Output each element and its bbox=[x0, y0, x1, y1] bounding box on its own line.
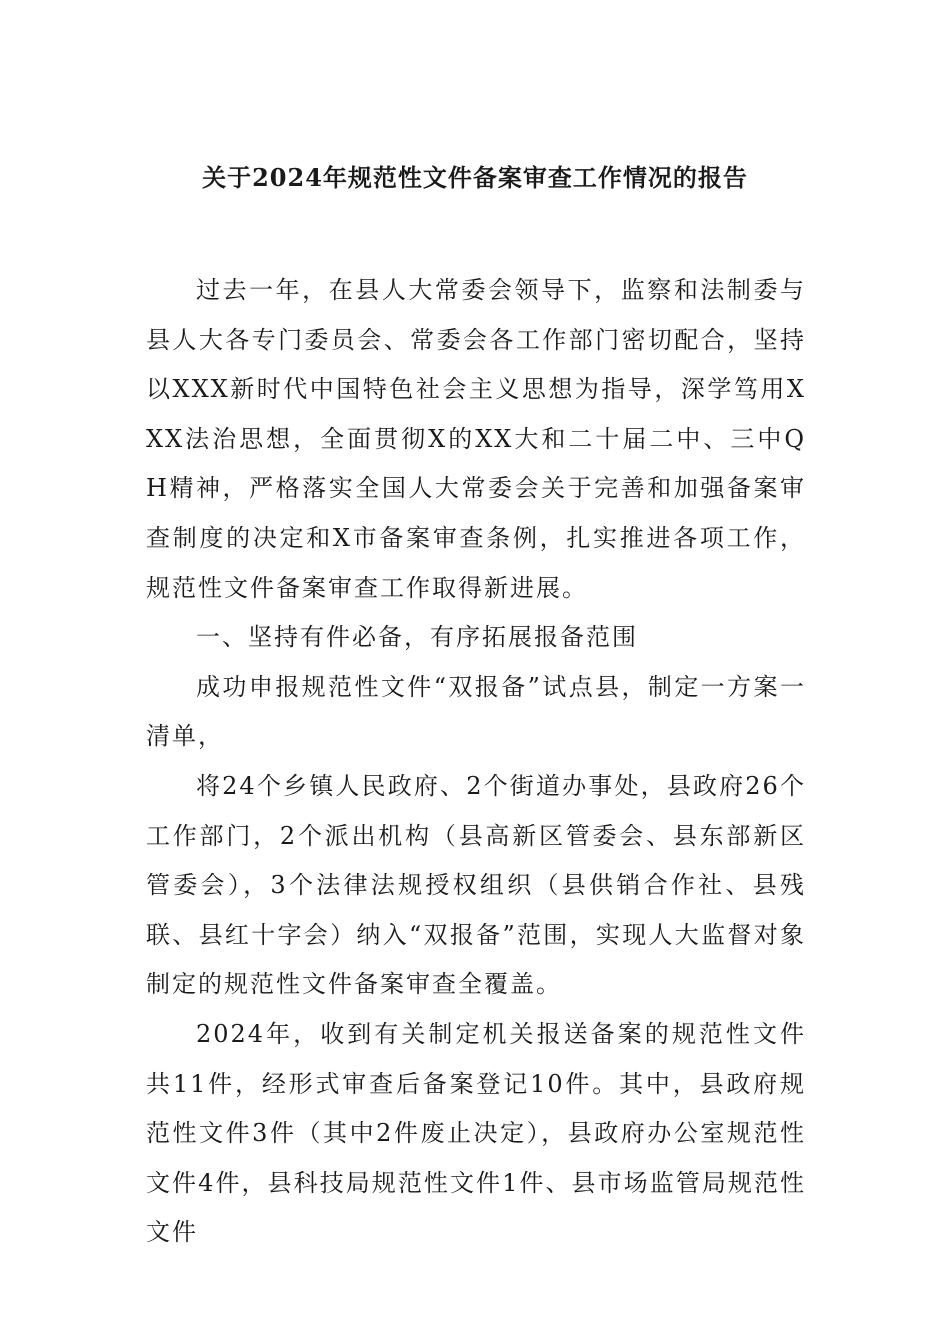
document-title: 关于2024年规范性文件备案审查工作情况的报告 bbox=[202, 163, 748, 192]
paragraph-scope: 将24个乡镇人民政府、2个街道办事处，县政府26个工作部门，2个派出机构（县高新区管委会、县东部新区管委会），3个法律法规授权组织（县供销合作社、县残联、县红十字会）纳入“双报备”范围，实现人大监督对象制定的规范性文件备案审查全覆盖。 bbox=[146, 771, 806, 999]
paragraph-pilot: 成功申报规范性文件“双报备”试点县，制定一方案一清单， bbox=[146, 672, 806, 751]
document-body bbox=[146, 266, 806, 1258]
paragraph-intro: 过去一年，在县人大常委会领导下，监察和法制委与县人大各专门委员会、常委会各工作部门密切配合，坚持以XXX新时代中国特色社会主义思想为指导，深学笃用XXX法治思想，全面贯彻X的XX大和二十届二中、三中QH精神，严格落实全国人大常委会关于完善和加强备案审查制度的决定和X市备案审查条例，扎实推进各项工作，规范性文件备案审查工作取得新进展。 bbox=[146, 276, 806, 602]
section-heading-1: 一、坚持有件必备，有序拓展报备范围 bbox=[196, 623, 638, 652]
paragraph-statistics: 2024年，收到有关制定机关报送备案的规范性文件共11件，经形式审查后备案登记10件。其中，县政府规范性文件3件（其中2件废止决定），县政府办公室规范性文件4件，县科技局规范性文件1件、县市场监管局规范性文件 bbox=[146, 1019, 806, 1247]
